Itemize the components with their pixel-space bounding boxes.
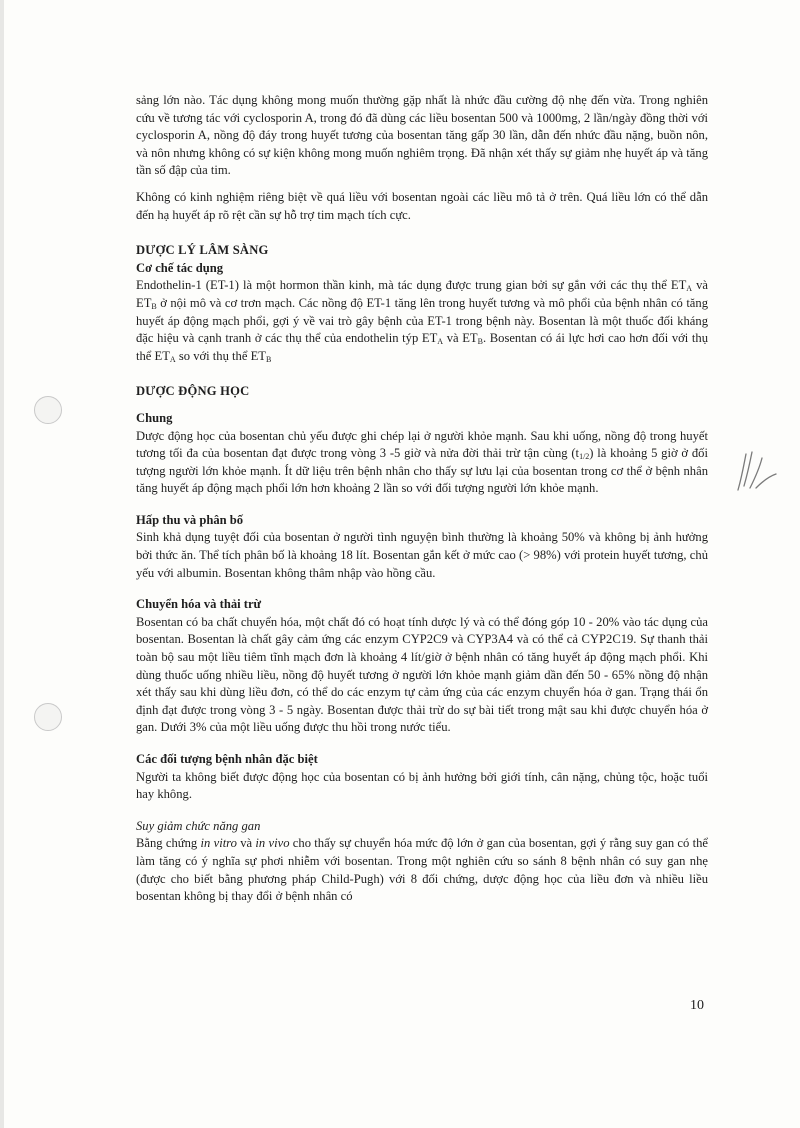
intro-paragraph-1: sảng lớn nào. Tác dụng không mong muốn thường gặp nhất là nhức đầu cường độ nhẹ đến vừa. Trong nghiên cứu về tương tác với cyclosporin A, trong đó đã dùng các liều bosentan 500 và 1000mg, 2 lần/ngày đồng thời với cyclosporin A, nồng độ đáy trong huyết tương của bosentan tăng gấp 30 lần, dẫn đến nhức đầu nặng, buồn nôn, và nôn nhưng không có sự kiện không mong muốn nghiêm trọng. Đã nhận xét thấy sự giảm nhẹ huyết áp và tăng tần số đập của tim. — [136, 93, 708, 178]
initials-signature — [734, 446, 780, 498]
subheading-hepatic-impairment: Suy giảm chức năng gan — [136, 818, 261, 833]
subheading-mechanism: Cơ chế tác dụng — [136, 260, 224, 275]
subheading-special-populations: Các đối tượng bệnh nhân đặc biệt — [136, 752, 318, 766]
intro-paragraph-2: Không có kinh nghiệm riêng biệt về quá liều với bosentan ngoài các liều mô tả ở trên. Quá liều lớn có thể dẫn đến hạ huyết áp rõ rệt cần sự hỗ trợ tim mạch tích cực. — [136, 189, 708, 222]
mechanism-paragraph: Endothelin-1 (ET-1) là một hormon thần kinh, mà tác dụng được trung gian bởi sự gắn với các thụ thể $ET_A$ và $ET_B$ ở nội mô và cơ trơn mạch. Các nồng độ ET-1 tăng lên trong huyết tương và mô phổi của bệnh nhân có tăng huyết áp động mạch phổi, gợi ý về vai trò gây bệnh của ET-1 trong bệnh này. Bosentan là một thuốc đối kháng đặc hiệu và cạnh tranh ở các thụ thể của endothelin týp $ET_A$ và $ET_B$. Bosentan có ái lực hơi cao hơn đối với thụ thể $ET_A$ so với thụ thể $ET_B$ — [136, 278, 709, 364]
scan-edge-shadow — [0, 0, 4, 1128]
hepatic-paragraph: Bằng chứng in vitro và in vivo cho thấy sự chuyển hóa mức độ lớn ở gan của bosentan, gợi ý rằng suy gan có thể làm tăng có ý nghĩa sự phơi nhiễm với bosentan. Trong một nghiên cứu so sánh 8 bệnh nhân có suy gan nhẹ (được cho biết bằng phương pháp Child-Pugh) với 8 đối chứng, dược động học của liều đơn và nhiều liều bosentan không bị thay đổi ở bệnh nhân có — [136, 836, 708, 904]
punch-hole-top — [34, 396, 62, 424]
absorption-paragraph: Sinh khả dụng tuyệt đối của bosentan ở người tình nguyện bình thường là khoảng 50% và không bị ảnh hưởng bởi thức ăn. Thể tích phân bố là khoảng 18 lít. Bosentan gắn kết ở mức cao (> 98%) với protein huyết tương, chủ yếu với albumin. Bosentan không thâm nhập vào hồng cầu. — [136, 530, 708, 580]
general-paragraph: Dược động học của bosentan chủ yếu được ghi chép lại ở người khỏe mạnh. Sau khi uống, nồng độ trong huyết tương tối đa của bosentan đạt được trong vòng 3 -5 giờ và nửa đời thải trừ tận cùng $(t_{1/2})$ là khoảng 5 giờ ở đối tượng người lớn khỏe mạnh. Ít dữ liệu trên bệnh nhân cho thấy sự lưu lại của bosentan trong cơ thể ở bệnh nhân tăng huyết áp động mạch phổi lớn hơn khoảng 2 lần so với đối tượng người lớn khỏe mạnh. — [136, 428, 708, 496]
subheading-metabolism: Chuyển hóa và thải trừ — [136, 597, 262, 612]
metabolism-paragraph: Bosentan có ba chất chuyển hóa, một chất đó có hoạt tính dược lý và có thể đóng góp 10 - 20% vào tác dụng của bosentan. Bosentan là chất gây cảm ứng các enzym CYP2C9 và CYP3A4 và có thể cả CYP2C19. Sự thanh thải toàn bộ sau một liều tiêm tĩnh mạch đơn là khoảng 4 lít/giờ ở bệnh nhân có tăng huyết áp động mạch phổi. Khi dùng thuốc uống nhiều liều, nồng độ huyết tương ở người lớn khỏe mạnh giảm dần đến 50 - 65% nồng độ nhận xét thấy sau khi dùng liều đơn, có thể do các enzym tự cảm ứng của các enzym chuyển hóa ở gan. Trạng thái ổn định đạt được trong vòng 3 - 5 ngày. Bosentan được thải trừ do sự bài tiết trong mật sau khi được chuyển hóa ở gan. Dưới 3% của một liều uống được thu hồi trong nước tiểu. — [136, 614, 708, 735]
section-heading-pharmacokinetics: DƯỢC ĐỘNG HỌC — [136, 384, 250, 399]
special-populations-paragraph: Người ta không biết được động học của bosentan có bị ảnh hưởng bởi giới tính, cân nặng, chủng tộc, hoặc tuổi hay không. — [136, 769, 708, 802]
subheading-general: Chung — [136, 410, 173, 425]
page-number: 10 — [690, 998, 704, 1013]
punch-hole-bottom — [34, 703, 62, 731]
document-body — [136, 92, 708, 906]
section-heading-pharmacology: DƯỢC LÝ LÂM SÀNG — [136, 243, 269, 258]
subheading-absorption: Hấp thu và phân bố — [136, 512, 244, 527]
